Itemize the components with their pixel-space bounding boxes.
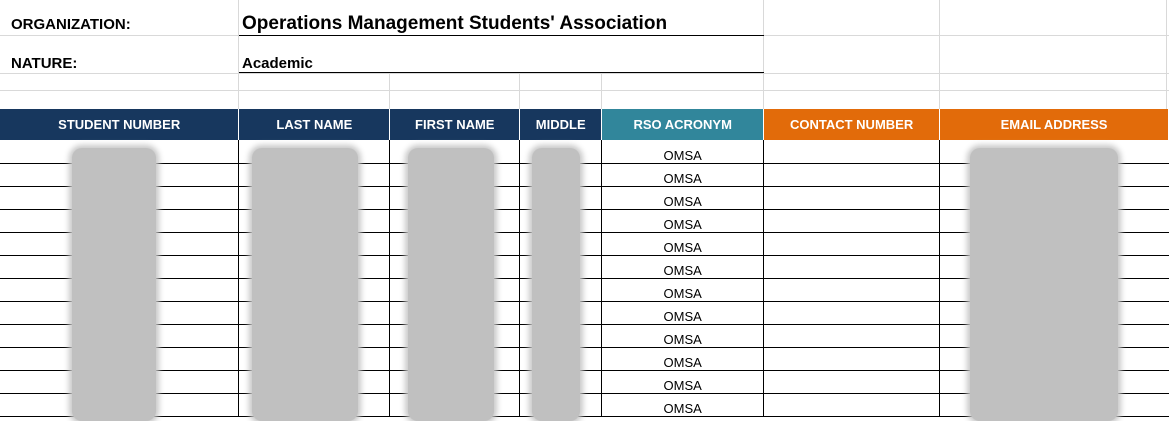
column-header-first-name[interactable]: FIRST NAME — [390, 109, 520, 140]
contact-number-cell[interactable] — [764, 140, 940, 163]
contact-number-cell[interactable] — [764, 301, 940, 324]
organization-label: ORGANIZATION: — [11, 16, 131, 33]
contact-number-cell[interactable] — [764, 393, 940, 416]
redaction-email — [970, 148, 1118, 421]
column-header-email-address[interactable]: EMAIL ADDRESS — [940, 109, 1169, 140]
rso-acronym-cell[interactable]: OMSA — [602, 301, 764, 324]
contact-number-cell[interactable] — [764, 255, 940, 278]
redaction-student-number — [72, 148, 156, 421]
header-row — [0, 109, 1169, 140]
organization-value[interactable]: Operations Management Students' Association — [242, 13, 668, 34]
contact-number-cell[interactable] — [764, 278, 940, 301]
rso-acronym-cell[interactable]: OMSA — [602, 370, 764, 393]
rso-acronym-cell[interactable]: OMSA — [602, 163, 764, 186]
contact-number-cell[interactable] — [764, 324, 940, 347]
redaction-last-name — [252, 148, 358, 421]
column-header-contact-number[interactable]: CONTACT NUMBER — [764, 109, 940, 140]
column-header-rso-acronym[interactable]: RSO ACRONYM — [602, 109, 764, 140]
column-header-student-number[interactable]: STUDENT NUMBER — [0, 109, 239, 140]
rso-acronym-cell[interactable]: OMSA — [602, 347, 764, 370]
contact-number-cell[interactable] — [764, 186, 940, 209]
nature-underline — [239, 72, 764, 73]
rso-acronym-cell[interactable]: OMSA — [602, 393, 764, 416]
contact-number-cell[interactable] — [764, 370, 940, 393]
contact-number-cell[interactable] — [764, 347, 940, 370]
redaction-first-name — [408, 148, 494, 421]
contact-number-cell[interactable] — [764, 163, 940, 186]
rso-acronym-cell[interactable]: OMSA — [602, 232, 764, 255]
rso-acronym-cell[interactable]: OMSA — [602, 324, 764, 347]
contact-number-cell[interactable] — [764, 209, 940, 232]
rso-acronym-cell[interactable]: OMSA — [602, 278, 764, 301]
rso-acronym-cell[interactable]: OMSA — [602, 186, 764, 209]
rso-acronym-cell[interactable]: OMSA — [602, 255, 764, 278]
redaction-middle — [532, 148, 580, 421]
rso-acronym-cell[interactable]: OMSA — [602, 209, 764, 232]
column-header-last-name[interactable]: LAST NAME — [239, 109, 390, 140]
contact-number-cell[interactable] — [764, 232, 940, 255]
nature-value[interactable]: Academic — [242, 55, 313, 72]
organization-underline — [239, 35, 764, 36]
column-header-middle[interactable]: MIDDLE — [520, 109, 602, 140]
rso-acronym-cell[interactable]: OMSA — [602, 140, 764, 163]
nature-label: NATURE: — [11, 55, 78, 72]
